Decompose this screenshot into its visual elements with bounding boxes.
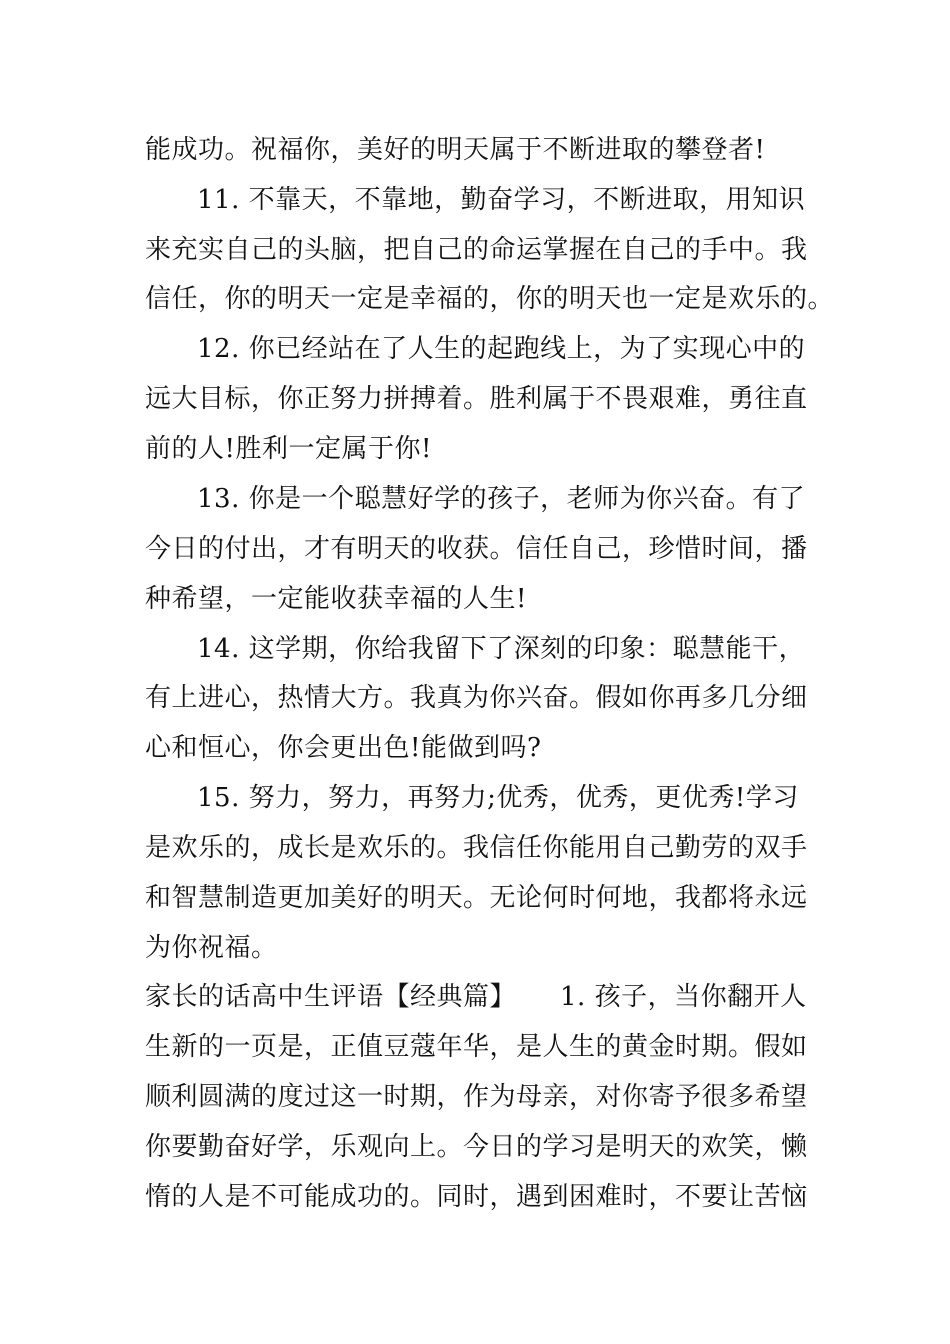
text-line: 能成功。祝福你，美好的明天属于不断进取的攀登者! (145, 135, 766, 165)
text-line: 今日的付出，才有明天的收获。信任自己，珍惜时间，播 (145, 534, 808, 564)
text-line: 信任，你的明天一定是幸福的，你的明天也一定是欢乐的。 (145, 284, 835, 314)
text-line: 前的人!胜利一定属于你! (145, 434, 432, 464)
paragraph-15-line: 15. 努力，努力，再努力;优秀，优秀，更优秀!学习 (197, 783, 799, 813)
section-first-item: 1. 孩子，当你翻开人 (560, 982, 807, 1012)
text-line: 惰的人是不可能成功的。同时，遇到困难时，不要让苦恼 (145, 1182, 808, 1212)
paragraph-11-line: 11. 不靠天，不靠地，勤奋学习，不断进取，用知识 (197, 185, 806, 215)
text-line: 和智慧制造更加美好的明天。无论何时何地，我都将永远 (145, 883, 808, 913)
text-line: 有上进心，热情大方。我真为你兴奋。假如你再多几分细 (145, 683, 808, 713)
text-line: 是欢乐的，成长是欢乐的。我信任你能用自己勤劳的双手 (145, 833, 808, 863)
section-heading: 家长的话高中生评语【经典篇】 (145, 982, 517, 1012)
text-line: 生新的一页是，正值豆蔻年华，是人生的黄金时期。假如 (145, 1032, 808, 1062)
text-line: 顺利圆满的度过这一时期，作为母亲，对你寄予很多希望 (145, 1082, 808, 1112)
text-line: 远大目标，你正努力拼搏着。胜利属于不畏艰难，勇往直 (145, 384, 808, 414)
paragraph-14-line: 14. 这学期，你给我留下了深刻的印象：聪慧能干， (197, 634, 806, 664)
text-line: 为你祝福。 (145, 933, 278, 963)
paragraph-12-line: 12. 你已经站在了人生的起跑线上，为了实现心中的 (197, 334, 806, 364)
text-line: 种希望，一定能收获幸福的人生! (145, 584, 527, 614)
paragraph-13-line: 13. 你是一个聪慧好学的孩子，老师为你兴奋。有了 (197, 484, 806, 514)
text-line: 你要勤奋好学，乐观向上。今日的学习是明天的欢笑，懒 (145, 1132, 808, 1162)
text-line: 来充实自己的头脑，把自己的命运掌握在自己的手中。我 (145, 235, 808, 265)
text-line: 心和恒心，你会更出色!能做到吗? (145, 733, 542, 763)
